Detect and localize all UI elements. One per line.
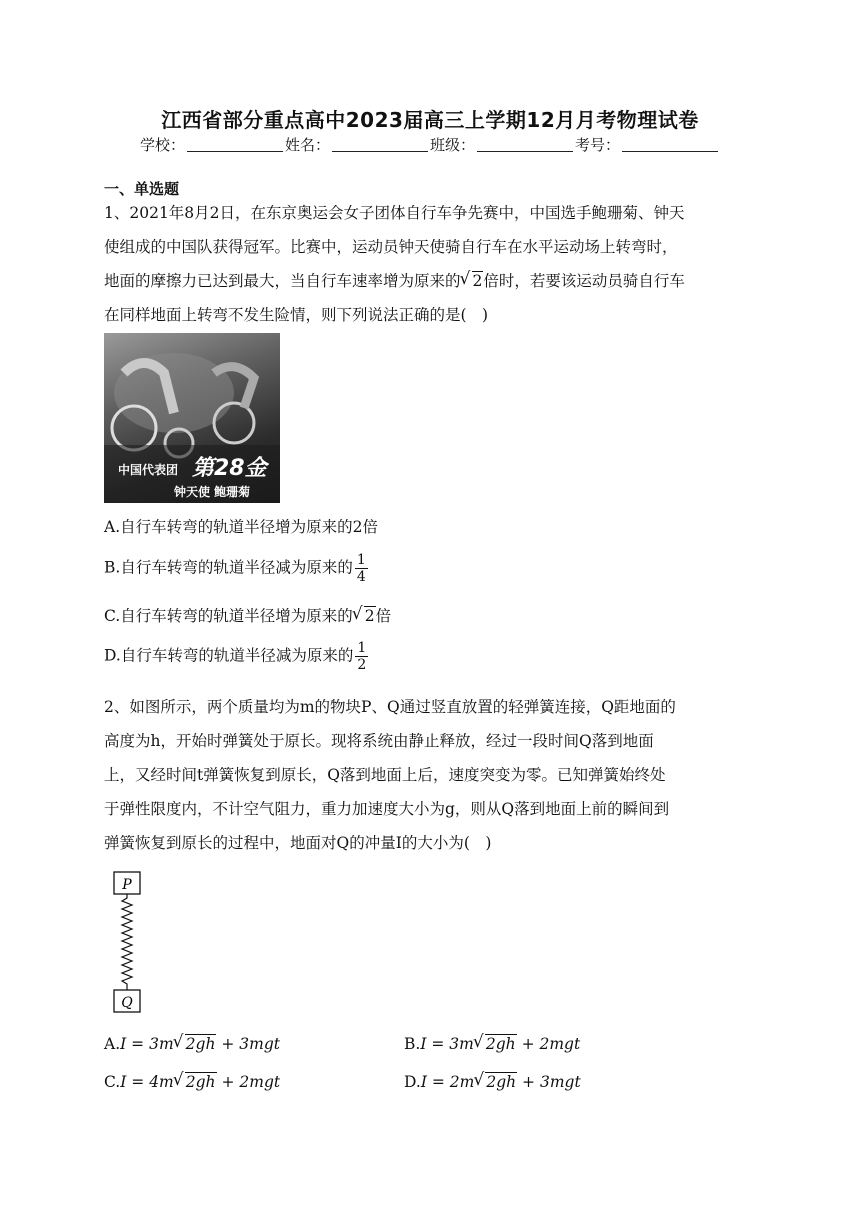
sqrt-symbol: √ 2gh <box>175 1030 217 1058</box>
q1-option-a[interactable]: A.自行车转弯的轨道半径增为原来的2倍 <box>104 518 378 536</box>
question-2-text <box>104 690 754 860</box>
spring-diagram <box>110 868 146 1018</box>
photo-caption-team: 中国代表团 <box>118 463 179 477</box>
q1-line: 地面的摩擦力已达到最大，当自行车速率增为原来的√ 2倍时，若要该运动员骑自行车 <box>104 264 754 298</box>
sqrt-symbol: √ 2gh <box>475 1068 517 1096</box>
photo-caption-medal: 第28金 <box>192 456 267 481</box>
q1-option-d[interactable]: D.自行车转弯的轨道半径减为原来的 $\frac{1}{2}$ <box>104 640 367 673</box>
section-title: 一、单选题 <box>104 180 180 198</box>
q2-option-d[interactable]: D.I = 2m√ 2gh + 3mgt <box>404 1068 581 1096</box>
sqrt-symbol: √ 2 <box>354 602 376 630</box>
q2-line: 上，又经时间t弹簧恢复到原长，Q落到地面上后，速度突变为零。已知弹簧始终处 <box>104 766 666 784</box>
exam-number-blank[interactable] <box>622 137 718 152</box>
name-label: 姓名： <box>284 136 330 154</box>
q2-line: 于弹性限度内，不计空气阻力，重力加速度大小为g，则从Q落到地面上前的瞬间到 <box>104 800 670 818</box>
exam-number-label: 考号： <box>575 136 621 154</box>
q2-option-c[interactable]: C.I = 4m√ 2gh + 2mgt <box>104 1068 280 1096</box>
photo-caption-names: 钟天使 鲍珊菊 <box>174 485 251 499</box>
fraction: $\frac{1}{4}$ <box>356 552 366 585</box>
student-info-line <box>0 134 860 155</box>
q1-option-c[interactable]: C.自行车转弯的轨道半径增为原来的√ 2倍 <box>104 602 391 630</box>
school-blank[interactable] <box>187 137 283 152</box>
name-blank[interactable] <box>332 137 428 152</box>
q2-line: 弹簧恢复到原长的过程中，地面对Q的冲量I的大小为( ) <box>104 834 492 852</box>
school-label: 学校： <box>139 136 185 154</box>
spring-coil <box>122 894 132 990</box>
sqrt-symbol: √ 2gh <box>475 1030 517 1058</box>
q1-line: 在同样地面上转弯不发生险情，则下列说法正确的是( ) <box>104 306 489 324</box>
sqrt-symbol: √ 2gh <box>175 1068 217 1096</box>
q2-option-b[interactable]: B.I = 3m√ 2gh + 2mgt <box>404 1030 580 1058</box>
q2-option-a[interactable]: A.I = 3m√ 2gh + 3mgt <box>104 1030 280 1058</box>
q2-line: 2、如图所示，两个质量均为m的物块P、Q通过竖直放置的轻弹簧连接，Q距地面的 <box>104 698 676 716</box>
q2-line: 高度为h，开始时弹簧处于原长。现将系统由静止释放，经过一段时间Q落到地面 <box>104 732 654 750</box>
block-q-label: Q <box>121 995 133 1011</box>
question-1-text <box>104 196 754 332</box>
block-p-label: P <box>122 877 132 893</box>
fraction: $\frac{1}{2}$ <box>357 640 367 673</box>
q1-line: 使组成的中国队获得冠军。比赛中，运动员钟天使骑自行车在水平运动场上转弯时， <box>104 238 678 256</box>
cycling-photo <box>104 333 280 503</box>
sqrt-symbol: √ 2 <box>462 264 484 298</box>
class-label: 班级： <box>430 136 476 154</box>
q1-option-b[interactable]: B.自行车转弯的轨道半径减为原来的 $\frac{1}{4}$ <box>104 552 366 585</box>
q1-line: 1、2021年8月2日，在东京奥运会女子团体自行车争先赛中，中国选手鲍珊菊、钟天 <box>104 204 685 222</box>
exam-title: 江西省部分重点高中2023届高三上学期12月月考物理试卷 <box>161 108 699 132</box>
class-blank[interactable] <box>477 137 573 152</box>
